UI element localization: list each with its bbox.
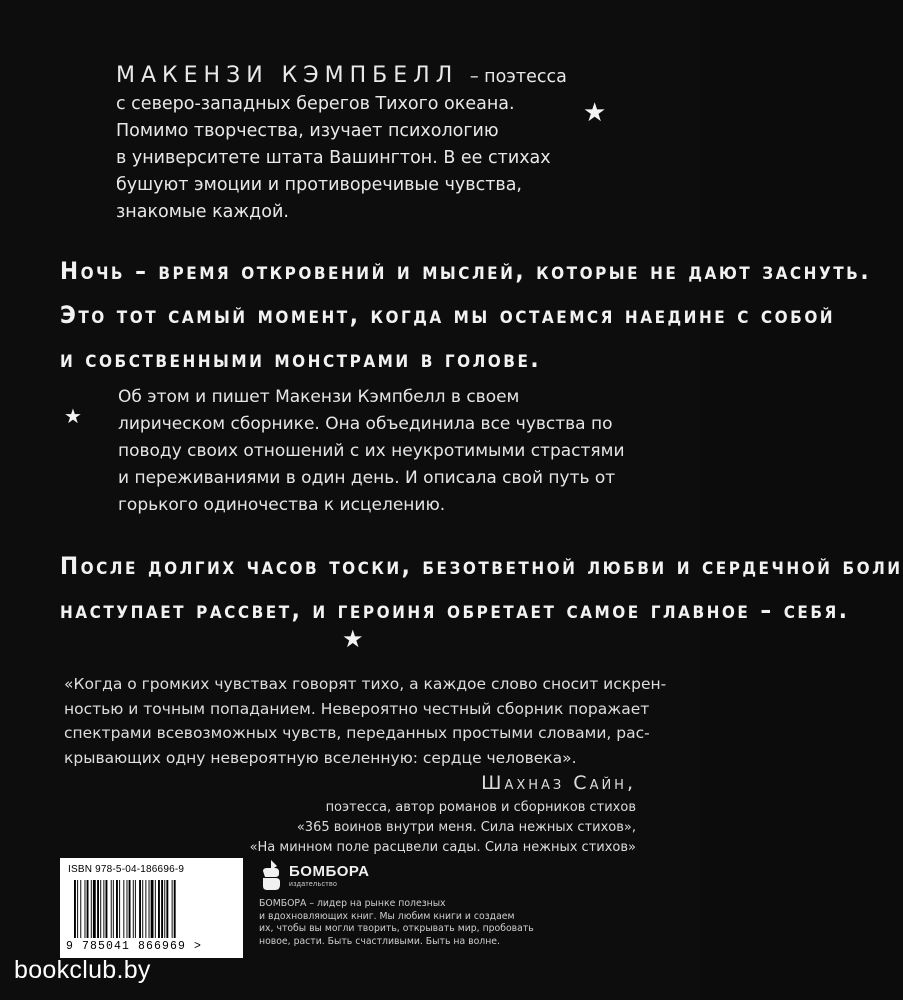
paragraph-line: Об этом и пишет Макензи Кэмпбелл в своем (118, 387, 520, 407)
publisher-line: их, чтобы вы могли творить, открывать мир, пробовать (259, 923, 534, 934)
highlight-text-night (60, 249, 872, 381)
publisher-name: БОМБОРА (289, 863, 370, 880)
publisher-blurb (259, 898, 534, 948)
quote-line: ностью и точным попаданием. Невероятно честный сборник поражает (64, 699, 650, 718)
quote-attribution (250, 768, 636, 858)
barcode-bar (74, 880, 76, 938)
highlight-line: и собственными монстрами в голове. (60, 345, 542, 373)
star-icon: ★ (583, 98, 607, 128)
publisher-line: БОМБОРА – лидер на рынке полезных (259, 898, 446, 909)
author-name: МАКЕНЗИ КЭМПБЕЛЛ (116, 63, 459, 88)
barcode-bar (85, 880, 86, 938)
highlight-text-dawn (60, 544, 903, 632)
highlight-line: Ночь – время откровений и мыслей, которые не дают заснуть. (60, 257, 872, 285)
bio-line: в университете штата Вашингтон. В ее стихах (116, 148, 551, 168)
isbn-text: ISBN 978-5-04-186696-9 (68, 864, 185, 875)
barcode-bar (113, 880, 114, 938)
paragraph-line: и переживаниями в один день. И описала свой путь от (118, 468, 616, 488)
highlight-line: наступает рассвет, и героиня обретает самое главное – себя. (60, 596, 850, 624)
barcode-bar (77, 880, 78, 938)
barcode-bar (127, 880, 128, 938)
barcode-bar (103, 880, 104, 938)
barcode-bar (116, 880, 118, 938)
star-icon: ★ (64, 404, 82, 428)
quote-line: «Когда о громких чувствах говорят тихо, а каждое слово сносит искрен- (64, 675, 667, 693)
barcode-bar (133, 880, 134, 938)
quote-author-credit: «365 воинов внутри меня. Сила нежных стихов», (296, 820, 636, 835)
highlight-line: Это тот самый момент, когда мы остаемся наедине с собой (60, 301, 836, 329)
barcode-bar (151, 880, 154, 938)
bio-line: Помимо творчества, изучает психологию (116, 121, 499, 141)
barcode-bar (166, 880, 168, 938)
barcode-bar (91, 880, 92, 938)
star-icon: ★ (342, 625, 364, 653)
barcode-bar (164, 880, 165, 938)
review-quote (64, 672, 667, 770)
quote-line: спектрами всевозможных чувств, переданных простыми словами, рас- (64, 724, 650, 742)
barcode-bar (172, 880, 173, 938)
barcode-bar (93, 880, 96, 938)
highlight-line: После долгих часов тоски, безответной любви и сердечной боли (60, 552, 903, 580)
quote-author-credit: поэтесса, автор романов и сборников стихов (325, 800, 636, 815)
watermark: bookclub.by (14, 956, 151, 984)
barcode (60, 858, 243, 958)
barcode-bar (149, 880, 150, 938)
quote-line: крывающих одну невероятную вселенную: сердце человека». (64, 748, 577, 767)
publisher-line: новое, расти. Быть счастливыми. Быть на волне. (259, 935, 500, 947)
description-paragraph (118, 384, 658, 519)
barcode-bar (135, 880, 136, 938)
paragraph-line: горького одиночества к исцелению. (118, 495, 446, 515)
barcode-bar (100, 880, 101, 938)
paragraph-line: лирическом сборнике. Она объединила все чувства по (118, 414, 613, 434)
barcode-bar (106, 880, 108, 938)
bio-line: бушуют эмоции и противоречивые чувства, (116, 175, 522, 195)
barcode-bar (139, 880, 141, 938)
barcode-bar (129, 880, 131, 938)
barcode-bar (142, 880, 143, 938)
barcode-bar (80, 880, 81, 938)
bio-dash: – (469, 67, 479, 87)
publisher-line: и вдохновляющих книг. Мы любим книги и создаем (259, 910, 515, 922)
publisher-subtitle: издательство (289, 881, 338, 888)
bio-line: с северо-западных берегов Тихого океана. (116, 94, 515, 114)
bio-line: поэтесса (484, 67, 567, 87)
barcode-bar (161, 880, 163, 938)
barcode-bar (97, 880, 99, 938)
barcode-bars (74, 880, 234, 938)
barcode-number: 9 785041 866969 > (66, 940, 203, 953)
barcode-bar (145, 880, 146, 938)
author-bio (116, 62, 576, 226)
barcode-bar (119, 880, 120, 938)
paragraph-line: поводу своих отношений с их неукротимыми страстями (118, 441, 625, 461)
barcode-bar (123, 880, 124, 938)
quote-author-credit: «На минном поле расцвели сады. Сила нежных стихов» (249, 840, 636, 855)
barcode-bar (111, 880, 112, 938)
quote-author-name: Шахназ Сайн, (481, 772, 636, 794)
barcode-bar (87, 880, 89, 938)
bombora-logo-icon (259, 859, 283, 891)
bio-line: знакомые каждой. (116, 202, 289, 222)
barcode-bar (174, 880, 176, 938)
barcode-bar (155, 880, 156, 938)
publisher-logo (259, 857, 389, 893)
barcode-bar (158, 880, 160, 938)
